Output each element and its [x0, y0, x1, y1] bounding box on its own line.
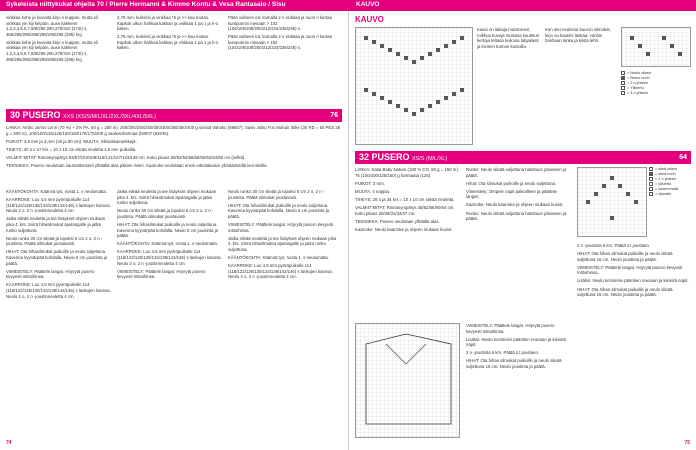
p: Kaarroke: Neulo kaarroke ja ohjeen mukaan kuviot.: [466, 202, 564, 208]
legend-label: = ylikierto: [655, 182, 672, 186]
p: Neulo runko 30 cm sileää ja lopuksi 5 cm 2 o, 2 n -joustinta. Päätä silmukat joustavasti.: [117, 208, 214, 219]
body-column-3: [228, 189, 340, 439]
text-block-repeat: vinkkaa kohe ja kuvioita kirjo n kuppan. mutta eli vinkkaa ym kiji kelpain, ause kakkenn 1,2,3,4,5,6,7,8/8/290,290,270/310 (274t) s, 355/295/295/295/295/295/295 (295) krg: [6, 39, 98, 62]
p: HIHAT: Ota hihan silmukat puikoille ja neulo sileää suljettuna 16 cm. Neulo joustinta ja päätä.: [466, 358, 562, 370]
p: KAARROKE: Luo 4,5 mm pyöröpuikolle 114 (118/122/126/130/134/138/142/146) s lankojen kanssa. Neulo 2 o, 2 n -joustinneuletta 4 cm.: [6, 282, 111, 299]
legend-swatch-icon: [621, 81, 625, 85]
legend-label: = 2 o yhteen: [655, 177, 677, 181]
technique-text: TEKNIIKKA: Pusero neulotaan saumattomasti ylhäältä alas pitkien rivien. Kaarroke neulotaan ensin edestakaisin ylimääräisillä kerroksilla.: [6, 162, 268, 168]
p: KÄÄNTÖKOHTA: Käännä työ, nosta 1. s neulomatta.: [228, 254, 329, 260]
top-column-1: [6, 15, 111, 107]
text-block-repeat: 2,75 mm. kuleinsi ja vinkkaa *5 ja >> kau mutan. Kapkok ulkon hahkaa kakkan ja vinkkaa 1 pa 1 ja k-o kaken.: [117, 34, 219, 51]
p: Runko: Neulo sileää suljettuna haluttuun pituuteen ja päätä.: [466, 210, 567, 222]
p: Lisäksi: Neulo koristerivi pääntien reunaan ja kiinnitä napit.: [577, 278, 689, 284]
p: HIHAT: Ota hihasilmukat puikoille ja neulo suljettuna. Kavenna kyynärpää kohdalla. Neulo 5 cm joustinta ja päätä.: [6, 249, 108, 266]
section-heading-kauvo: KAUVO: [355, 15, 384, 24]
text-block-repeat: Pääs vaiheen ira: kumalla 2 s vinkkaa ja nuori ri kertaa kumpunnin mesaan > 102 (104/106/108/200/212/224/236/246) s.: [228, 34, 332, 51]
legend-label: = 2 o yhteen: [627, 81, 649, 85]
legend-swatch-icon: [621, 86, 625, 90]
p: VIIMEISTELY: Päättele langat. Höyrytä pusero kevyesti mittoihinsa.: [228, 221, 334, 233]
knitting-chart-small: [621, 27, 691, 67]
top-column-3: [228, 15, 340, 107]
p: Kun olet neulonut kuuron silmukat, kirjo ou kauniis lankaa, vanhin hanhaan lanka ja kiista lehti.: [545, 27, 611, 44]
body-column-1: [6, 189, 111, 439]
legend-swatch-icon: [649, 177, 653, 181]
page-number-right: 75: [684, 440, 690, 446]
legend-label: = Neulo nurin: [627, 76, 650, 80]
p: Jatka sileää neuletta ja tee lisäykset ohjeen mukaan joka 4. krs. Siirrä hihasilmukat apulangalle ja jatka runko suljettuna.: [117, 189, 217, 206]
text-block: Pääs vaiheen ira: kumalla 2 s vinkkaa ja nuori ri kertaa kumpunnin mesaan > 102 (104/106/108/200/212/224/236/246) s.: [228, 15, 332, 32]
p: Lisäksi: Neulo koristerivi pääntien reunaan ja kiinnitä napit.: [466, 336, 566, 348]
p: VIIMEISTELY: Päättele langat. Höyrytä pusero kevyesti mittoihinsa.: [466, 323, 555, 334]
section-page-ref: 76: [330, 112, 338, 119]
p: HIHAT: Ota hihan silmukat puikoille ja neulo sileää suljettuna 16 cm. Neulo joustinta ja päätä.: [577, 286, 673, 298]
p: 2 n -joustinta 6 krs. Päätä s:t joustaen.: [466, 350, 540, 356]
chart-legend-1: [621, 71, 693, 96]
p: Neulo runko 30 cm sileää ja lopuksi 5 cm 2 o, 2 n -joustinta. Päätä silmukat joustavasti.: [228, 189, 325, 200]
section-header-32: [355, 151, 691, 164]
text-block: 2,75 mm. kuleinsi ja vinkkaa *5 ja >> kau mutan. Kapkok ulkon hahkaa kakkan ja vinkkaa 1 pa 1 ja k-o kaken.: [117, 15, 219, 32]
body-column-2: [117, 189, 222, 439]
chart1-legend-text: [477, 27, 541, 117]
legend-swatch-icon: [621, 91, 625, 95]
p: 2 n -joustinta 6 krs. Päätä s:t joustaen.: [577, 243, 651, 248]
knitting-chart-1: [355, 27, 473, 145]
p: Jatka sileää neuletta ja tee lisäykset ohjeen mukaan joka 4. krs. Siirrä hihasilmukat apulangalle ja jatka runko suljettuna.: [6, 216, 106, 233]
p: Kaarroke: Neulo kaarroke ja ohjeen mukaan kuviot.: [355, 226, 453, 232]
p: Viimeistely: Ompele napit paikoilleen ja päättele langat.: [466, 188, 557, 200]
section-page-ref: 64: [679, 154, 687, 161]
left-page: [0, 11, 348, 450]
top-banner: [0, 0, 696, 11]
p: VALMIIT MITAT: Rinnanympärys 48/52/56/60/64 cm. Koko pituus 25/28/31/34/37 cm.: [355, 204, 455, 216]
p: TEKNIIKKA: Pusero neulotaan ylhäältä alas.: [355, 218, 440, 224]
p: Jatka sileää neuletta ja tee lisäykset ohjeen mukaan joka 4. krs. Siirrä hihasilmukat apulangalle ja jatka runko suljettuna.: [228, 235, 337, 252]
body-intro: [6, 125, 342, 185]
legend-swatch-icon: [649, 182, 653, 186]
s2-column-1: [355, 167, 460, 317]
p: KÄÄNTÖKOHTA: Käännä työ, nosta 1. s neulomatta.: [117, 241, 218, 247]
legend-item: [649, 192, 695, 197]
legend-label: = oikealle: [655, 192, 672, 196]
top-column-2: [117, 15, 222, 107]
measures-text: VALMIIT MITAT: Rinnanympärys 93/97/103/109/115/121/127/133/139 cm. Koko pituus 50/52/54/56/58/60/62/64/66 cm (selkä).: [6, 154, 246, 160]
p: MUUTA: 4 nappia.: [355, 188, 391, 194]
p: VIIMEISTELY: Päättele langat. Höyrytä pusero kevyesti mittoihinsa.: [117, 268, 206, 280]
p: PUIKOT: 3 mm.: [355, 180, 385, 186]
legend-swatch-icon: [649, 167, 653, 171]
legend-label: = 3 o yhteen: [627, 91, 649, 95]
legend-swatch-icon: [621, 71, 625, 75]
gauge-text: TIHEYS: 20 s x 27 krs = 10 x 10 cm sileää neuletta 4,5 mm puikoilla.: [6, 146, 137, 152]
legend-swatch-icon: [621, 76, 625, 80]
p: Kaavi on laikaja muistomeri, roikkua kuvoja muisava kuuletun kertoja teltasa kuikosa lahjakasti ja kivinen tunnon kuvioilla.: [477, 27, 540, 49]
p: LANKA: Katia Baby Nature (100 % CO, 50 g = 150 m). 75 (100/100/125/150) g harmaata (125).: [355, 167, 460, 178]
knitting-chart-2: [577, 167, 647, 237]
legend-label: = Neulo oikein: [627, 71, 652, 75]
p: HIHAT: Ota hihasilmukat puikoille ja neulo suljettuna. Kavenna kyynärpää kohdalla. Neulo 5 cm joustinta ja päätä.: [228, 202, 330, 219]
legend-label: = sileä oikein: [655, 167, 678, 171]
breadcrumb-right: KAUVO: [356, 1, 380, 8]
p: HIHAT: Ota hihan silmukat puikoille ja neulo sileää suljettuna 16 cm. Neulo joustinta ja päätä.: [577, 251, 673, 262]
s2-column-2: [466, 167, 571, 317]
section-subtitle: XXS (XS/S/M/L/XL/2XL/3XL/4XL/5XL): [63, 114, 156, 120]
needles-text: PUIKOT: 3,5 mm ja 4 mm (40 ja 80 cm). MUUTA: Silmukkamerkkejä.: [6, 138, 137, 144]
legend-label: = Ylikierto: [627, 86, 644, 90]
legend-item: [621, 91, 693, 96]
s3-column-mid: [466, 323, 571, 438]
chart1-text-2: [545, 27, 615, 117]
legend-label: = vasemmalle: [655, 187, 679, 191]
p: HIHAT: Ota hihasilmukat puikoille ja neulo suljettuna. Kavenna kyynärpää kohdalla. Neulo 5 cm joustinta ja päätä.: [117, 221, 219, 239]
legend-label: = sileä nurin: [655, 172, 676, 176]
p: KAARROKE: Luo 4,5 mm pyöröpuikolle 114 (118/122/126/130/134/138/142/146) s lankojen kanssa. Neulo 2 o, 2 n -joustinneuletta 4 cm.: [228, 263, 333, 280]
legend-swatch-icon: [649, 192, 653, 196]
p: KÄÄNTÖKOHTA: Käännä työ, nosta 1. s neulomatta.: [6, 189, 107, 194]
section-title: 30 PUSERO: [10, 110, 61, 120]
legend-swatch-icon: [649, 187, 653, 191]
p: Neulo runko 30 cm sileää ja lopuksi 5 cm 2 o, 2 n -joustinta. Päätä silmukat joustavasti.: [6, 235, 103, 247]
right-page: [348, 11, 696, 450]
chart-legend-2: [649, 167, 695, 197]
material-text: LANKA: Ambo Jurino Lenri (70 %) + 2% PA, 50 g = 200 m). 200/200/250/250/300/300/350/350/400 g sinistä Vahoku (68607). Sasiv Jolsu Fox Mohair Silke (30 RD = 50 PES 28 g = 200 m). 100/100/125/125/150/150/175/175/200 g vaaleanharmaa (00007 (63235).: [6, 125, 341, 136]
breadcrumb-left: Sykeleista niittykukat ohjeita 70 / Pierre Hermanni & Kimmo Kontu & Vesa Rantasalo / Sisu: [6, 1, 286, 8]
text-block: vinkkaa kohe ja kuvioita kirjo n kuppan. mutta eli vinkkaa ym kiji kelpain, ause kakkenn 1,2,3,4,5,6,7,8/8/290,290,270/310 (274t) s, 355/295/295/295/295/295/295 (295) krg: [6, 15, 98, 37]
p: Runko: Neulo sileää suljettuna haluttuun pituuteen ja päätä.: [466, 167, 567, 178]
p: VIIMEISTELY: Päättele langat. Höyrytä pusero kevyesti mittoihinsa.: [577, 264, 683, 276]
p: KAARROKE: Luo 4,5 mm pyöröpuikolle 114 (118/122/126/130/134/138/142/146) s lankojen kanssa. Neulo 2 o, 2 n -joustinneuletta 4 cm.: [117, 249, 222, 266]
section-title: 32 PUSERO: [359, 152, 410, 162]
p: VIIMEISTELY: Päättele langat. Höyrytä pusero kevyesti mittoihinsa.: [6, 268, 95, 280]
section-subtitle: XS/S (M/L/XL): [412, 156, 448, 162]
s3-column-right: [577, 243, 689, 438]
p: Hihat: Ota silmukat puikoille ja neulo suljettuna.: [466, 180, 557, 186]
section-header-30: [6, 109, 342, 122]
legend-swatch-icon: [649, 172, 653, 176]
p: KAARROKE: Luo 4,5 mm pyöröpuikolle 114 (118/122/126/130/134/138/142/146) s lankojen kanssa. Neulo 2 o, 2 n -joustinneuletta 4 cm.: [6, 197, 111, 214]
schematic-diagram: [355, 323, 460, 438]
page-number-left: 74: [6, 440, 12, 446]
p: TIHEYS: 26 s ja 34 krs = 10 x 10 cm sileää neuletta.: [355, 196, 455, 202]
